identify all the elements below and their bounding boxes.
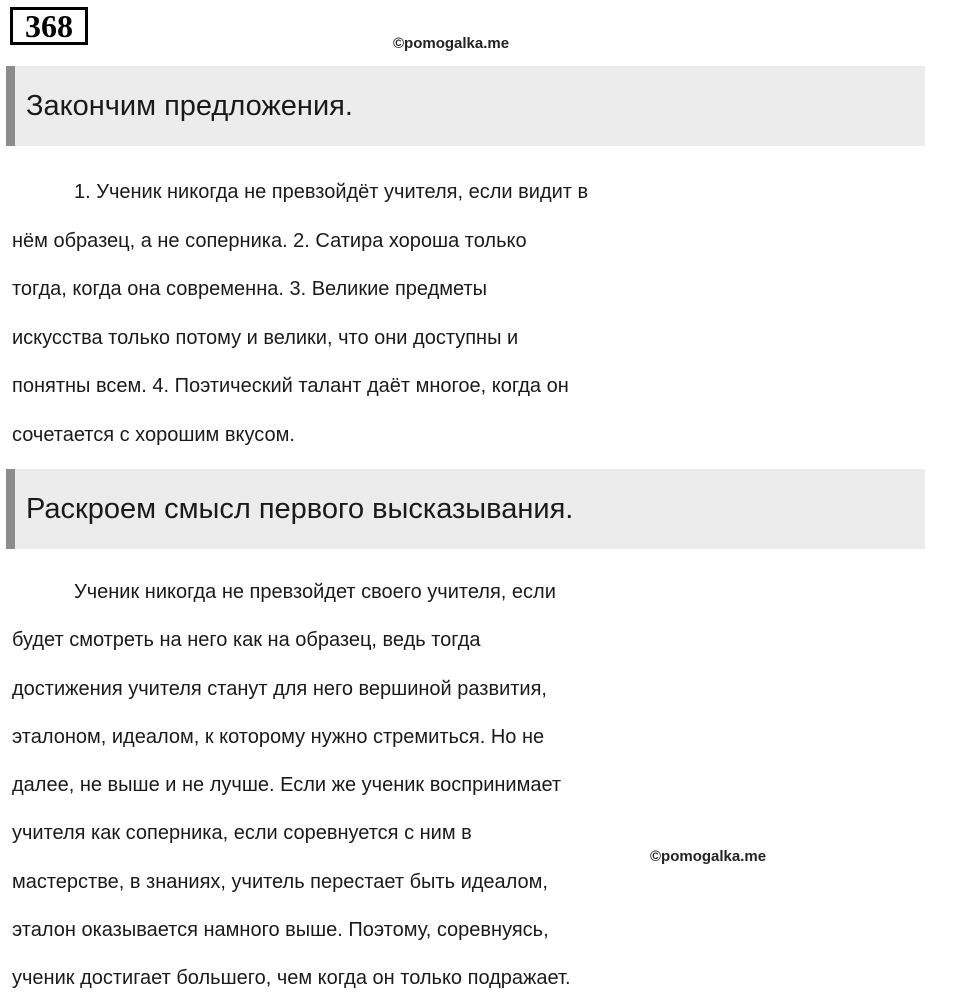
section-header-complete-sentences: Закончим предложения. [6, 66, 925, 146]
paragraph-line: 1. Ученик никогда не превзойдёт учителя, если видит в [74, 181, 589, 203]
paragraph-line: нём образец, а не соперника. 2. Сатира хороша только [12, 229, 527, 252]
paragraph-line: достижения учителя станут для него вершиной развития, [12, 677, 547, 700]
paragraph-line: эталон оказывается намного выше. Поэтому, соревнуясь, [12, 919, 549, 942]
paragraph-line: будет смотреть на него как на образец, ведь тогда [12, 629, 481, 652]
paragraph-line: эталоном, идеалом, к которому нужно стремиться. Но не [12, 725, 545, 748]
watermark: ©pomogalka.me [393, 35, 510, 52]
paragraph-line: мастерстве, в знаниях, учитель перестает быть идеалом, [12, 870, 548, 893]
paragraph-line: далее, не выше и не лучше. Если же ученик воспринимает [12, 774, 562, 797]
paragraph-line: ученик достигает большего, чем когда он только подражает. [12, 967, 571, 990]
watermark: ©pomogalka.me [650, 848, 767, 865]
completed-sentences-paragraph [12, 168, 952, 460]
paragraph-line: учителя как соперника, если соревнуется с ним в [12, 822, 472, 845]
explanation-paragraph [12, 568, 952, 1003]
paragraph-line: тогда, когда она современна. 3. Великие предметы [12, 278, 487, 301]
paragraph-line: Ученик никогда не превзойдет своего учителя, если [74, 581, 556, 603]
task-number: 368 [10, 7, 88, 45]
paragraph-line: сочетается с хорошим вкусом. [12, 423, 295, 446]
paragraph-line: понятны всем. 4. Поэтический талант даёт многое, когда он [12, 375, 569, 398]
paragraph-line: искусства только потому и велики, что они доступны и [12, 326, 519, 349]
section-header-explain-meaning: Раскроем смысл первого высказывания. [6, 469, 925, 549]
